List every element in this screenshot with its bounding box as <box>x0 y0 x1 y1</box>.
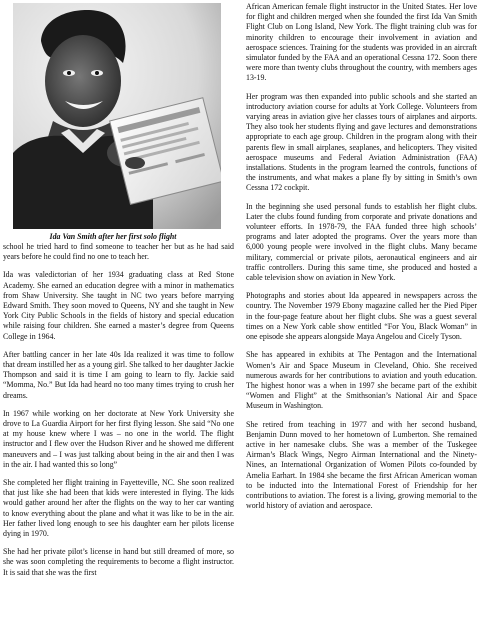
right-paragraph-6: She retired from teaching in 1977 and with her second husband, Benjamin Dunn moved to her hometown of Lumberton. She remained active in her namesake clubs. She was a member of the Tuskegee Airman’s Black Wings, Negro Airman International and the Ninety-Nines, an International Organization of Women Pilots co-founded by Amelia Earhart. In 1984 she became the first African American woman to be inducted into the International Forest of Friendship for her contributions to aviation. The forest is a living, growing memorial to the world history of aviation and aerospace. <box>246 419 477 511</box>
right-paragraph-4: Photographs and stories about Ida appeared in newspapers across the country. The November 1979 Ebony magazine called her the Pied Piper in the four-page feature about her flight clubs. She was a guest several times on a New York cable show entitled “For You, Black Woman” in one episode she appears alongside Maya Angelou and Cicely Tyson. <box>246 291 477 342</box>
left-paragraph-1: school he tried hard to find someone to teacher her but as he had said years before he could find no one to teach her. <box>3 242 234 262</box>
photo-caption: Ida Van Smith after her first solo flight <box>49 232 177 241</box>
right-paragraph-3: In the beginning she used personal funds to establish her flight clubs. Later the clubs found funding from corporate and private donations and volunteer efforts. In 1978-79, the FAA funded three high schools’ programs and later adopted the programs. Over the years more than 6,000 young people were involved in the flight clubs. Many became military, commercial or private pilots, aeronautical engineers and air traffic controllers. During this same time, she produced and hosted a cable television show on aviation in New York. <box>246 201 477 283</box>
left-column <box>3 0 234 586</box>
left-paragraph-5: She completed her flight training in Fayetteville, NC. She soon realized that just like she had been that kids were interested in flying. The kids would gather around her after the flights on the way to her car wanting to know everything about the plane and what it was like to be in the air. Her father lived long enough to see his daughter earn her pilots license dying in 1970. <box>3 478 234 539</box>
left-paragraph-2: Ida was valedictorian of her 1934 graduating class at Red Stone Academy. She earned an education degree with a minor in mathematics from Shaw University. She taught in NC two years before marrying Edward Smith. They soon moved to Queens, NY and she taught in New York City Public Schools in the fields of history and special education while raising four children. She earned a master’s degree from Queens College in 1964. <box>3 270 234 341</box>
left-paragraph-3: After battling cancer in her late 40s Ida realized it was time to follow that dream instilled her as a young girl. She talked to her daughter Jackie Thompson and said it is time I am going to learn to fly. Jackie said “Momma, No.” But Ida had heard no too many times trying to crush her dreams. <box>3 349 234 400</box>
right-column <box>246 2 477 519</box>
portrait-photo <box>13 3 221 229</box>
left-paragraph-4: In 1967 while working on her doctorate at New York University she drove to La Guardia Airport for her first flying lesson. She said “No one at my house knew where I was – no one in the world. The flight instructor and I flew over the Hudson River and he showed me different maneuvers and – I was just talking about being in the air and then I was in the air. I had wanted this so long” <box>3 408 234 469</box>
right-paragraph-5: She has appeared in exhibits at The Pentagon and the International Women’s Air and Space Museum in Cleveland, Ohio. She received numerous awards for her contributions to aviation and youth education. The highest honor was a when in 1997 she became part of the exhibit “Women and Flight” at the Smithsonian’s National Air and Space Museum in Washington. <box>246 350 477 411</box>
right-paragraph-2: Her program was then expanded into public schools and she started an introductory aviation course for adults at York College. Volunteers from varying areas in aviation give her classes tours of airplanes and airports. They also took her students flying and gave lectures and demonstrations appropriate to each age group. Children in the program along with their parents flew in small airplanes, seaplanes, and helicopters. They visited aerospace museums and Federal Aviation Administration (FAA) installations. Students in the program learned the controls, functions of the instruments, and what makes a plane fly by sitting in Smith’s own Cessna 172 cockpit. <box>246 91 477 193</box>
photo-block <box>3 0 234 242</box>
right-paragraph-1: African American female flight instructor in the United States. Her love for flight and children merged when she founded the first Ida Van Smith Flight Club on Long Island, New York. The flight training club was for minority children to encourage their involvement in aviation and aerospace sciences. Training for the students was provided in an aircraft simulator funded by the FAA and an operational Cessna 172. Soon there were more than twenty clubs throughout the country, with members ages 13-19. <box>246 2 477 83</box>
left-paragraph-6: She had her private pilot’s license in hand but still dreamed of more, so she was soon completing the requirements to become a flight instructor. It is said that she was the first <box>3 547 234 577</box>
